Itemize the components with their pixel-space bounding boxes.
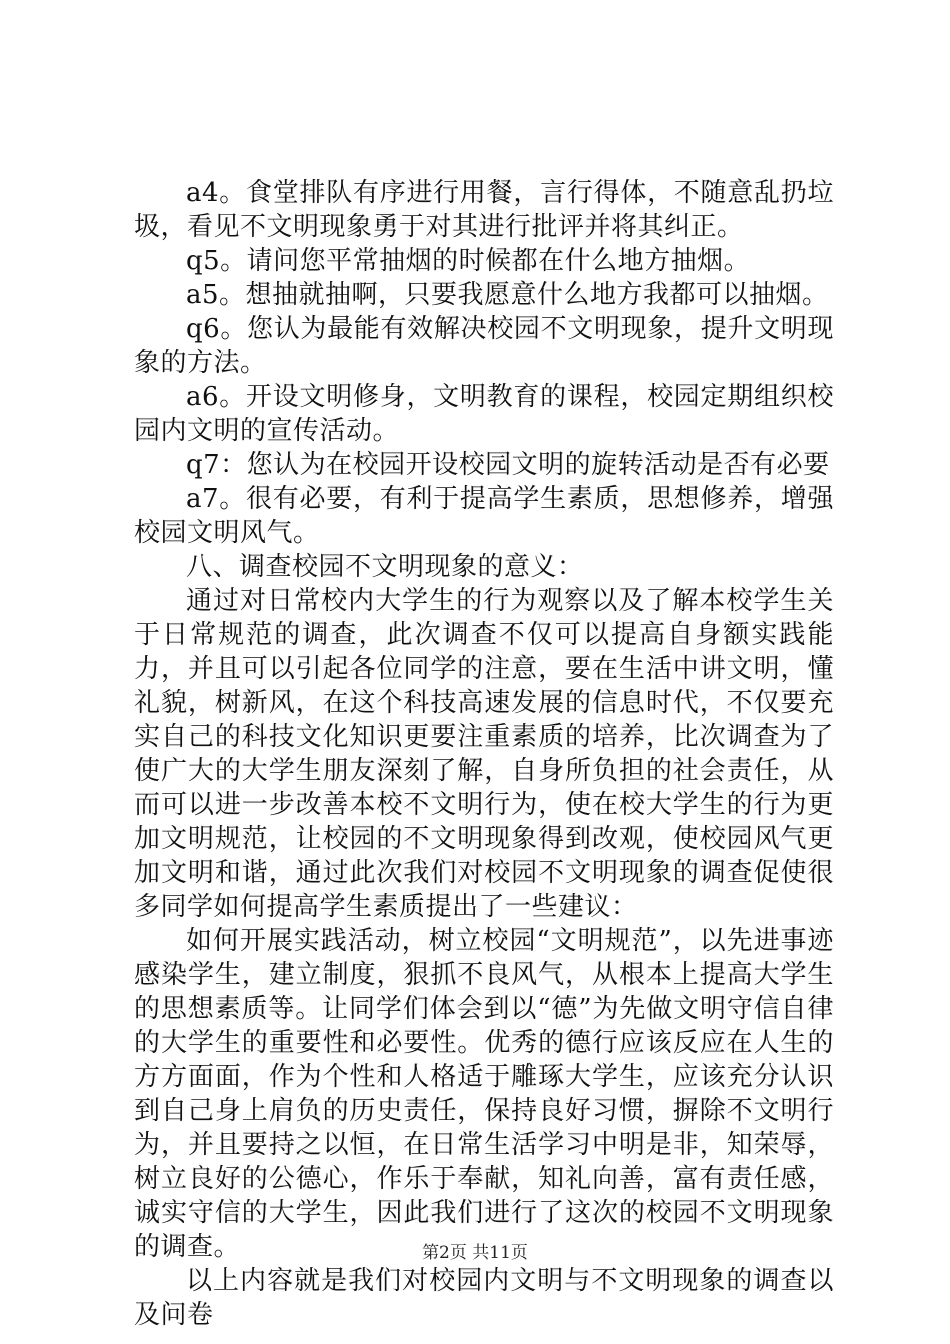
paragraph-a5: a5。想抽就抽啊，只要我愿意什么地方我都可以抽烟。: [186, 280, 829, 310]
paragraph-conclusion: 以上内容就是我们对校园内文明与不文明现象的调查以及问卷: [134, 1266, 834, 1330]
paragraph-a6: a6。开设文明修身，文明教育的课程，校园定期组织校园内文明的宣传活动。: [134, 382, 834, 446]
section-heading-significance: 八、调查校园不文明现象的意义：: [186, 552, 584, 582]
paragraph-a7: a7。很有必要，有利于提高学生素质，思想修养，增强校园文明风气。: [134, 484, 834, 548]
paragraph-practice-activities: 如何开展实践活动，树立校园“文明规范”，以先进事迹感染学生，建立制度，狠抓不良风气，从根本上提高大学生的思想素质等。让同学们体会到以“德”为先做文明守信自律的大学生的重要性和必要性。优秀的德行应该反应在人生的方方面面，作为个性和人格适于雕琢大学生，应该充分认识到自己身上肩负的历史责任，保持良好习惯，摒除不文明行为，并且要持之以恒，在日常生活学习中明是非，知荣辱，树立良好的公德心，作乐于奉献，知礼向善，富有责任感，诚实守信的大学生，因此我们进行了这次的校园不文明现象的调查。: [134, 926, 834, 1262]
paragraph-q6: q6。您认为最能有效解决校园不文明现象，提升文明现象的方法。: [134, 314, 834, 378]
paragraph-a4: a4。食堂排队有序进行用餐，言行得体，不随意乱扔垃圾，看见不文明现象勇于对其进行批评并将其纠正。: [134, 178, 834, 242]
paragraph-q5: q5。请问您平常抽烟的时候都在什么地方抽烟。: [186, 246, 751, 276]
document-body: [134, 176, 834, 1332]
paragraph-significance-body: 通过对日常校内大学生的行为观察以及了解本校学生关于日常规范的调查，此次调查不仅可以提高自身额实践能力，并且可以引起各位同学的注意，要在生活中讲文明，懂礼貌，树新风，在这个科技高速发展的信息时代，不仅要充实自己的科技文化知识更要注重素质的培养，比次调查为了使广大的大学生朋友深刻了解，自身所负担的社会责任，从而可以进一步改善本校不文明行为，使在校大学生的行为更加文明规范，让校园的不文明现象得到改观，使校园风气更加文明和谐，通过此次我们对校园不文明现象的调查促使很多同学如何提高学生素质提出了一些建议：: [134, 586, 834, 922]
paragraph-q7: q7：您认为在校园开设校园文明的旋转活动是否有必要: [186, 450, 830, 480]
page-footer: 第2页 共11页: [422, 1243, 528, 1263]
